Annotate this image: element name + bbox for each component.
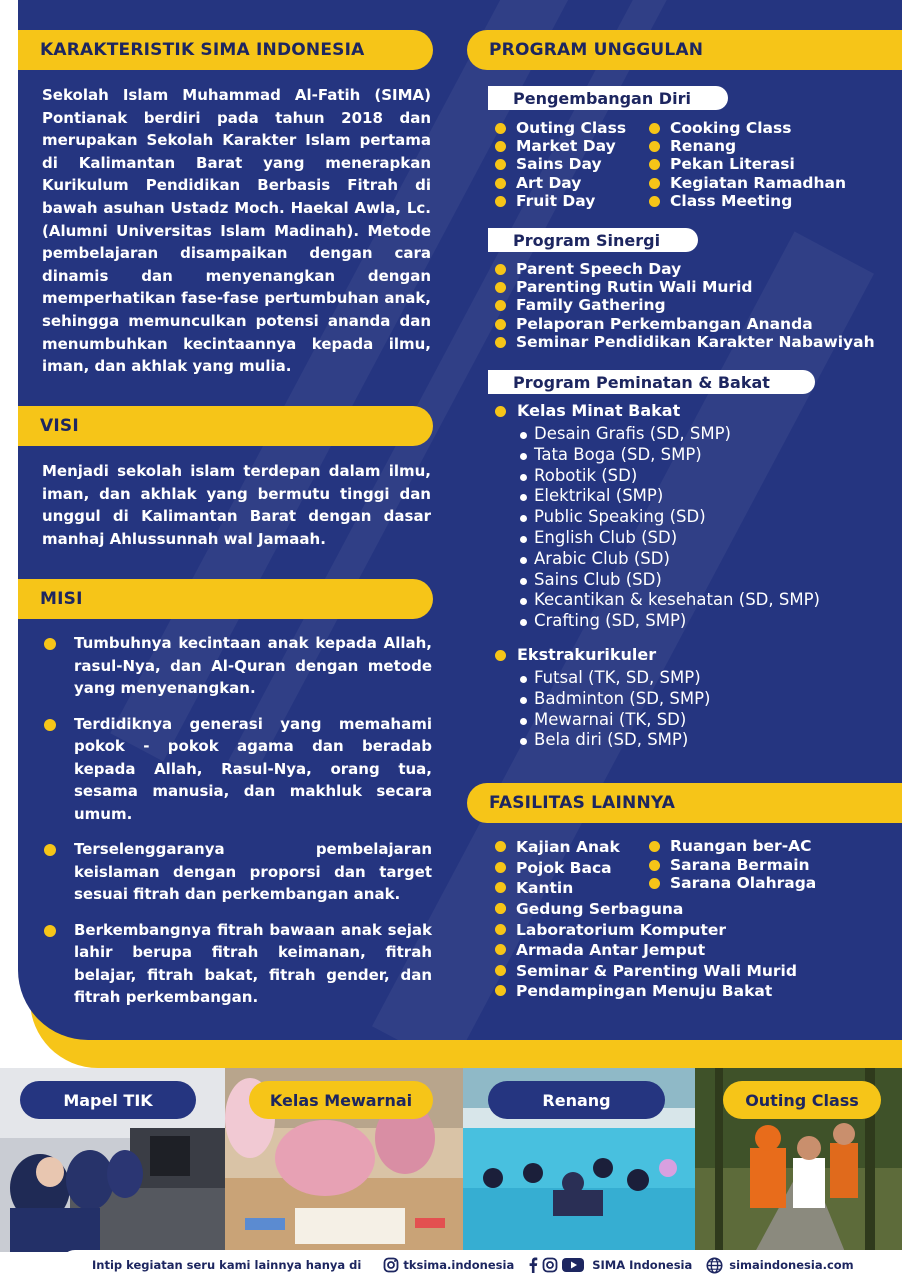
list-item: Seminar Pendidikan Karakter Nabawiyah — [492, 333, 875, 351]
peminatan-pill: Program Peminatan & Bakat — [488, 370, 815, 394]
misi-item: Berkembangnya fitrah bawaan anak sejak lahir berupa fitrah keimanan, fitrah belajar, fitrah bakat, fitrah gender, dan fitrah perkembangan. — [42, 919, 432, 1009]
program-header: PROGRAM UNGGULAN — [467, 30, 902, 70]
footer-bar — [60, 1250, 902, 1280]
list-item: Market Day — [492, 137, 626, 155]
list-item: Pekan Literasi — [646, 155, 846, 173]
photo-label-tik: Mapel TIK — [20, 1081, 196, 1119]
misi-item: Terselenggaranya pembelajaran keislaman dengan proporsi dan target sesuai fitrah dan perkembangan anak. — [42, 838, 432, 906]
list-item: Pelaporan Perkembangan Ananda — [492, 315, 875, 333]
karakteristik-header: KARAKTERISTIK SIMA INDONESIA — [18, 30, 433, 70]
list-item: Class Meeting — [646, 192, 846, 210]
sinergi-pill: Program Sinergi — [488, 228, 698, 252]
fasilitas-list-col1 — [492, 837, 620, 899]
list-item: Outing Class — [492, 119, 626, 137]
misi-item: Terdidiknya generasi yang memahami pokok - pokok agama dan beradab kepada Allah, Rasul-Nya, orang tua, sesama manusia, dan makhluk secara umum. — [42, 713, 432, 826]
list-item: Parent Speech Day — [492, 260, 875, 278]
kelas-minat-list — [519, 424, 820, 632]
list-item: Futsal (TK, SD, SMP) — [519, 668, 711, 689]
list-item: Badminton (SD, SMP) — [519, 689, 711, 710]
youtube-icon[interactable] — [562, 1257, 584, 1273]
instagram-icon[interactable] — [542, 1257, 558, 1273]
list-item: Sains Club (SD) — [519, 570, 820, 591]
globe-icon — [706, 1257, 723, 1274]
list-item: Desain Grafis (SD, SMP) — [519, 424, 820, 445]
fasilitas-list-col2 — [646, 837, 816, 893]
list-item: Bela diri (SD, SMP) — [519, 730, 711, 751]
list-item: Gedung Serbaguna — [492, 899, 797, 920]
list-item: Seminar & Parenting Wali Murid — [492, 961, 797, 982]
list-item: Sarana Bermain — [646, 856, 816, 875]
fasilitas-header: FASILITAS LAINNYA — [467, 783, 902, 823]
misi-item: Tumbuhnya kecintaan anak kepada Allah, rasul-Nya, dan Al-Quran dengan metode yang menyenangkan. — [42, 632, 432, 700]
visi-text: Menjadi sekolah islam terdepan dalam ilmu, iman, dan akhlak yang bermutu tinggi dan unggul di Kalimantan Barat dengan dasar manhaj Ahlussunnah wal Jamaah. — [42, 462, 431, 548]
list-item: Sarana Olahraga — [646, 874, 816, 893]
socials-link[interactable]: SIMA Indonesia — [592, 1258, 693, 1272]
fasilitas-list-rest — [492, 899, 797, 1002]
ekstra-list — [519, 668, 711, 751]
facebook-icon[interactable] — [528, 1257, 538, 1273]
instagram-link[interactable]: tksima.indonesia — [403, 1258, 515, 1272]
list-item: Kantin — [492, 878, 620, 899]
pengembangan-pill: Pengembangan Diri — [488, 86, 728, 110]
list-item: Crafting (SD, SMP) — [519, 611, 820, 632]
instagram-icon — [383, 1257, 399, 1273]
list-item: Armada Antar Jemput — [492, 940, 797, 961]
list-item: English Club (SD) — [519, 528, 820, 549]
list-item: Arabic Club (SD) — [519, 549, 820, 570]
list-item: Cooking Class — [646, 119, 846, 137]
kelas-minat-title: Kelas Minat Bakat — [492, 401, 680, 420]
photo-label-renang: Renang — [488, 1081, 665, 1119]
list-item: Parenting Rutin Wali Murid — [492, 278, 875, 296]
list-item: Robotik (SD) — [519, 466, 820, 487]
list-item: Kecantikan & kesehatan (SD, SMP) — [519, 590, 820, 611]
list-item: Laboratorium Komputer — [492, 920, 797, 941]
sinergi-list — [492, 260, 875, 351]
list-item: Ruangan ber-AC — [646, 837, 816, 856]
list-item: Tata Boga (SD, SMP) — [519, 445, 820, 466]
misi-list — [42, 632, 432, 1022]
list-item: Art Day — [492, 174, 626, 192]
list-item: Fruit Day — [492, 192, 626, 210]
list-item: Renang — [646, 137, 846, 155]
visi-header: VISI — [18, 406, 433, 446]
pengembangan-list-col2 — [646, 119, 846, 210]
list-item: Pojok Baca — [492, 858, 620, 879]
photo-label-mewarnai: Kelas Mewarnai — [249, 1081, 433, 1119]
list-item: Kajian Anak — [492, 837, 620, 858]
misi-header: MISI — [18, 579, 433, 619]
list-item: Public Speaking (SD) — [519, 507, 820, 528]
website-link[interactable]: simaindonesia.com — [729, 1258, 854, 1272]
photo-label-outing: Outing Class — [723, 1081, 881, 1119]
list-item: Kegiatan Ramadhan — [646, 174, 846, 192]
list-item: Pendampingan Menuju Bakat — [492, 981, 797, 1002]
list-item: Sains Day — [492, 155, 626, 173]
list-item: Family Gathering — [492, 296, 875, 314]
footer-intro: Intip kegiatan seru kami lainnya hanya di — [92, 1258, 362, 1272]
ekstra-title: Ekstrakurikuler — [492, 645, 656, 664]
list-item: Elektrikal (SMP) — [519, 486, 820, 507]
list-item: Mewarnai (TK, SD) — [519, 710, 711, 731]
pengembangan-list-col1 — [492, 119, 626, 210]
karakteristik-text: Sekolah Islam Muhammad Al-Fatih (SIMA) Pontianak berdiri pada tahun 2018 dan merupakan Sekolah Karakter Islam pertama di Kalimantan Barat yang menerapkan Kurikulum Pendidikan Berbasis Fitrah di bawah asuhan Ustadz Moch. Haekal Awla, Lc. (Alumni Universitas Islam Madinah). Metode pembelajaran disampaikan dengan cara dinamis dan menyenangkan dengan memperhatikan fase-fase pertumbuhan anak, sehingga memunculkan potensi ananda dan menumbuhkan kecintaannya kepada ilmu, iman, dan akhlak yang mulia. — [42, 86, 431, 376]
